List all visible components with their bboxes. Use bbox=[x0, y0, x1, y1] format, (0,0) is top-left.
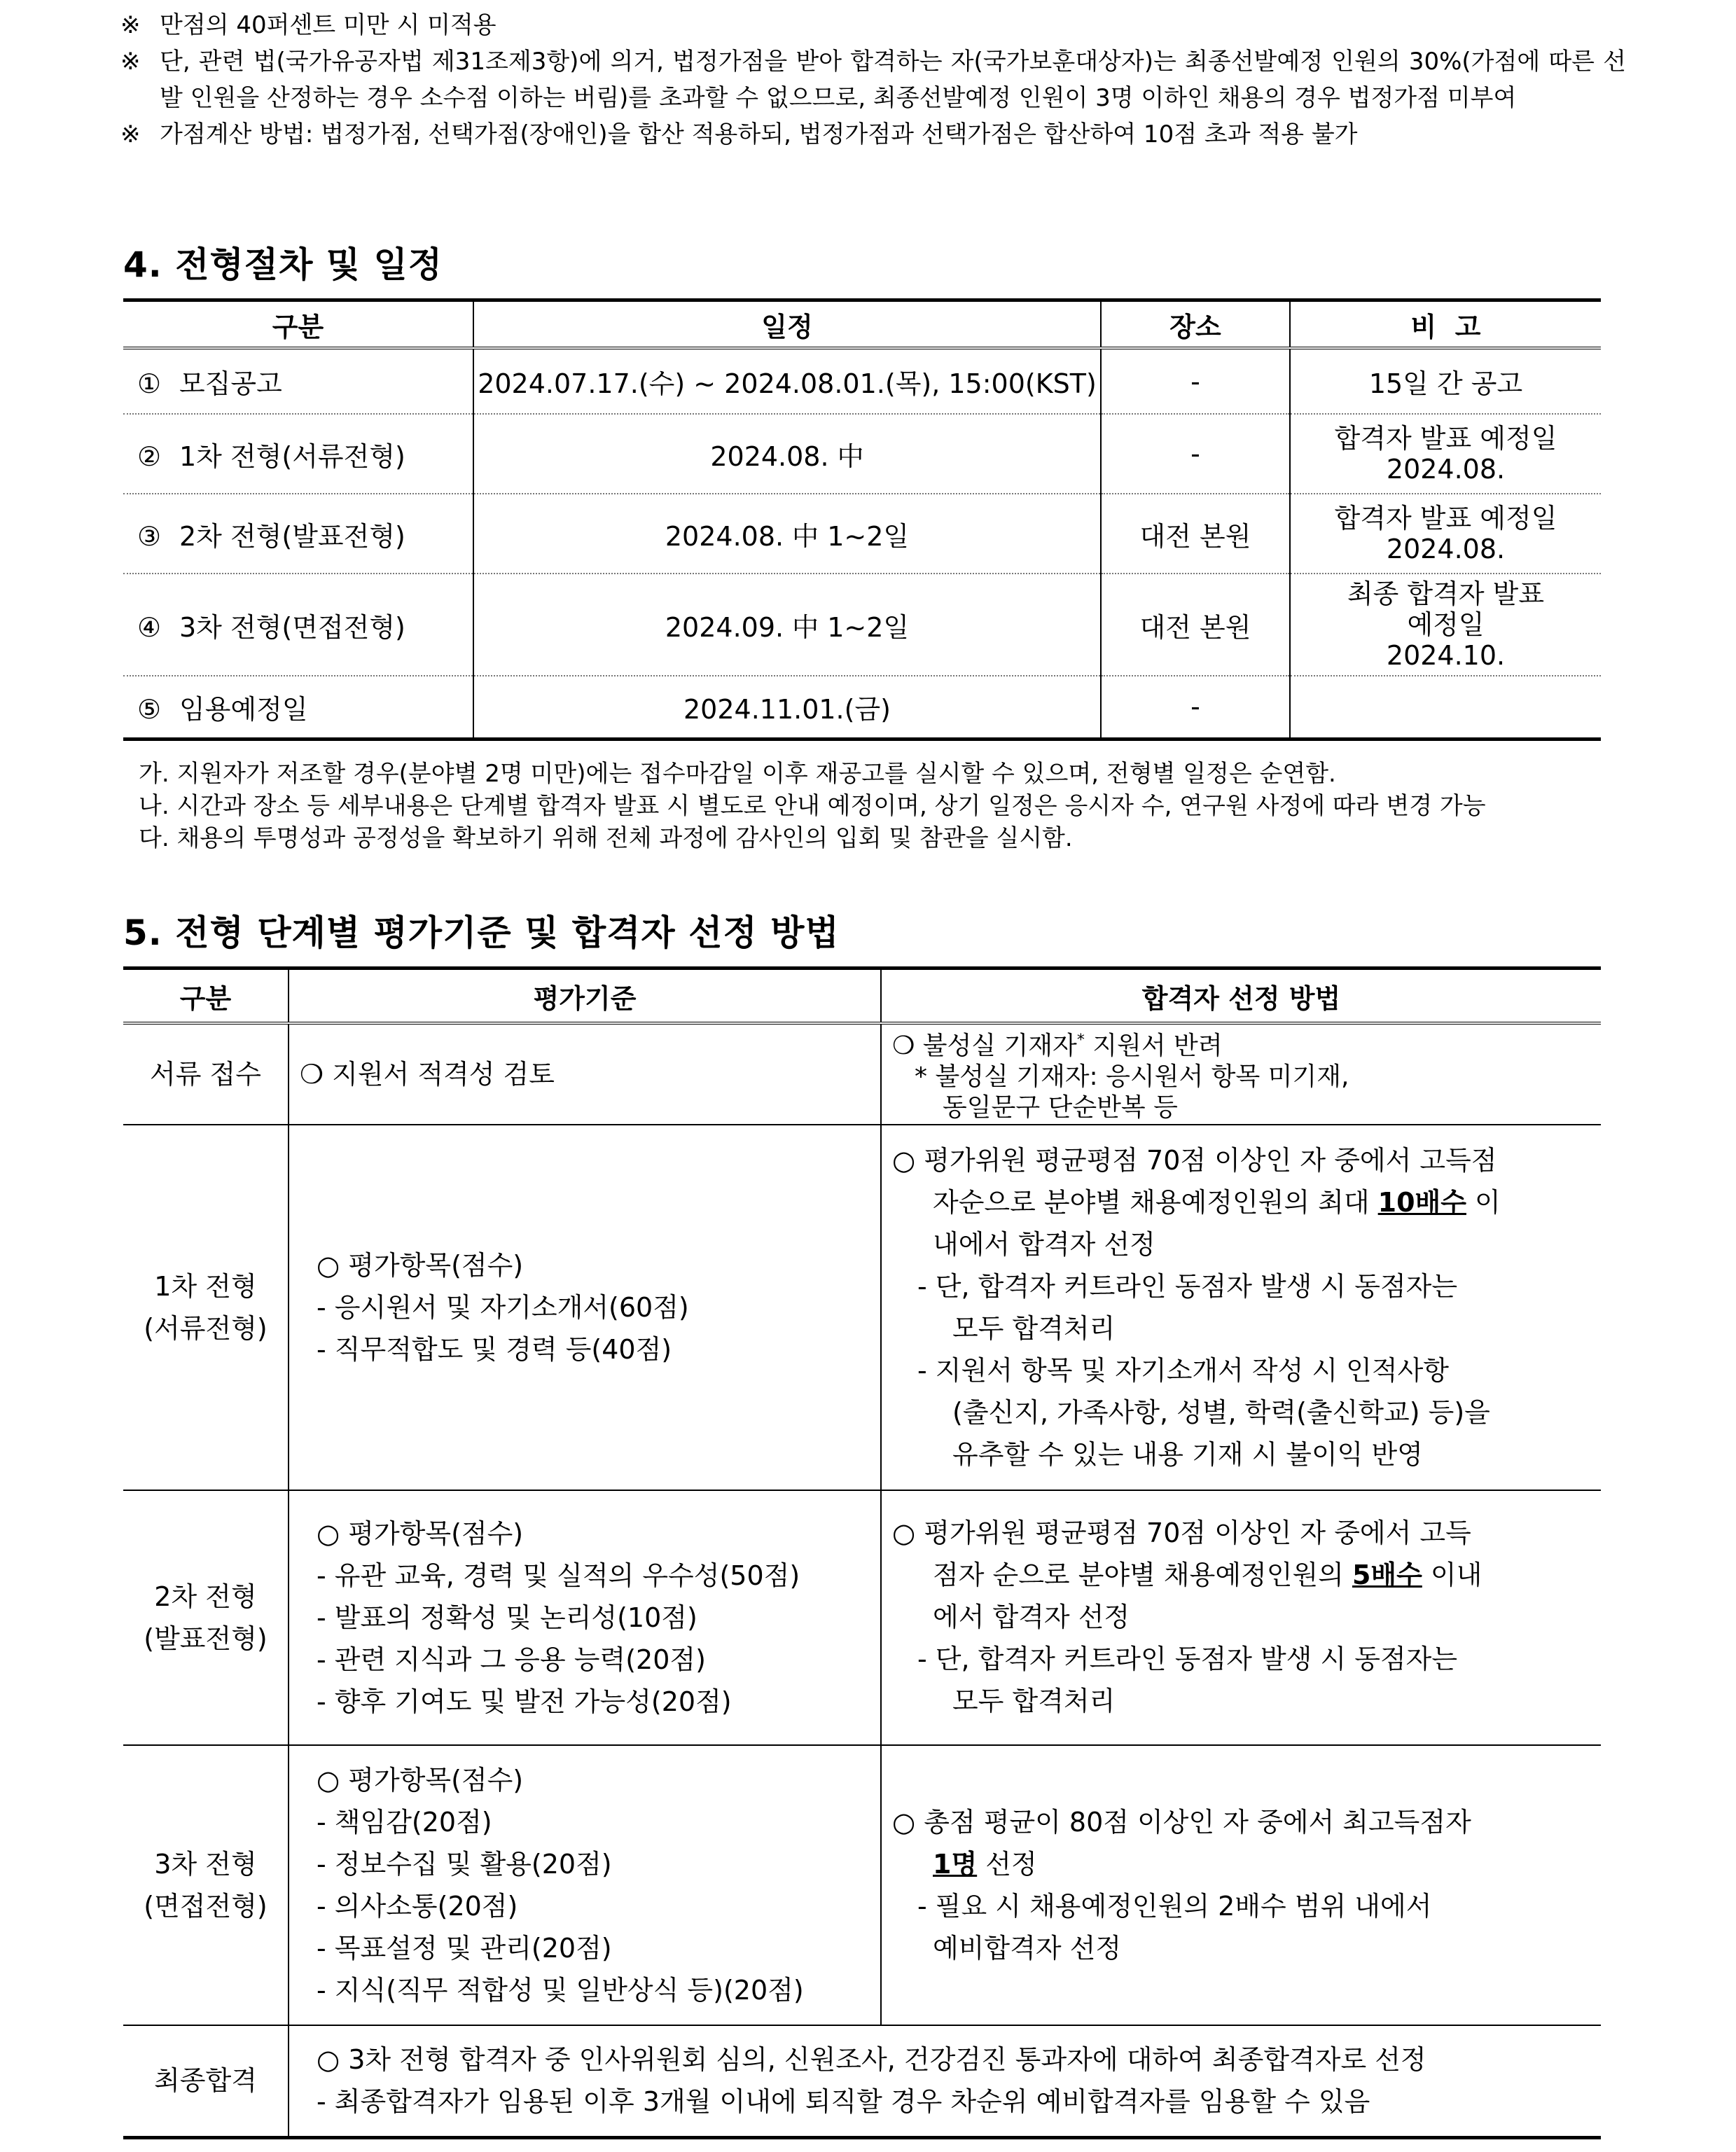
footnote: 가. 지원자가 저조할 경우(분야별 2명 미만)에는 접수마감일 이후 재공고를 실시할 수 있으며, 전형별 일정은 순연함. bbox=[139, 760, 1336, 788]
table-row bbox=[123, 676, 1601, 739]
table-row bbox=[123, 574, 1601, 676]
table-header-row bbox=[123, 969, 1601, 1024]
step-note: 최종 합격자 발표 예정일 2024.10. bbox=[1290, 574, 1601, 676]
evaluation-table bbox=[123, 966, 1601, 2139]
header-schedule: 일정 bbox=[473, 300, 1101, 349]
step-place: - bbox=[1101, 676, 1290, 739]
schedule-table bbox=[123, 298, 1601, 741]
note-text: 만점의 40퍼센트 미만 시 미적용 bbox=[160, 11, 497, 39]
note-text: 단, 관련 법(국가유공자법 제31조제3항)에 의거, 법정가점을 받아 합격하는 자(국가보훈대상자)는 최종선발예정 인원의 30%(가점에 따른 선발 인원을 산정하는 경우 소수점 이하는 버림)를 초과할 수 없으므로, 최종선발예정 인원이 3명 이하인 채용의 경우 법정가점 미부여 bbox=[160, 48, 1626, 112]
step-date: 2024.07.17.(수) ~ 2024.08.01.(목), 15:00(KST) bbox=[473, 348, 1101, 414]
step-date: 2024.08. 中 bbox=[473, 414, 1101, 494]
method-cell: ○ 평가위원 평균평점 70점 이상인 자 중에서 고득 점자 순으로 분야별 채용예정인원의 5배수 이내 에서 합격자 선정 - 단, 합격자 커트라인 동점자 발생 시 동점자는 모두 합격처리 bbox=[881, 1490, 1601, 1745]
criteria-cell: ○ 평가항목(점수) - 책임감(20점) - 정보수집 및 활용(20점) - 의사소통(20점) - 목표설정 및 관리(20점) - 지식(직무 적합성 및 일반상식 등)(20점) bbox=[289, 1745, 881, 2025]
header-method: 합격자 선정 방법 bbox=[881, 969, 1601, 1024]
footnote: 나. 시간과 장소 등 세부내용은 단계별 합격자 발표 시 별도로 안내 예정이며, 상기 일정은 응시자 수, 연구원 사정에 따라 변경 가능 bbox=[139, 792, 1486, 820]
step-date: 2024.08. 中 1~2일 bbox=[473, 494, 1101, 574]
step-date: 2024.11.01.(금) bbox=[473, 676, 1101, 739]
table-row bbox=[123, 348, 1601, 414]
note-mark: ※ bbox=[120, 48, 141, 76]
table-row bbox=[123, 2025, 1601, 2137]
table-row bbox=[123, 1490, 1601, 1745]
step-place: 대전 본원 bbox=[1101, 494, 1290, 574]
step-name: ④ 3차 전형(면접전형) bbox=[123, 574, 473, 676]
note-item bbox=[120, 43, 1626, 116]
step-name: ① 모집공고 bbox=[123, 348, 473, 414]
step-date: 2024.09. 中 1~2일 bbox=[473, 574, 1101, 676]
table-header-row bbox=[123, 300, 1601, 349]
final-cell: ○ 3차 전형 합격자 중 인사위원회 심의, 신원조사, 건강검진 통과자에 대하여 최종합격자로 선정 - 최종합격자가 임용된 이후 3개월 이내에 퇴직할 경우 차순위 예비합격자를 임용할 수 있음 bbox=[289, 2025, 1601, 2137]
method-cell: ❍ 불성실 기재자* 지원서 반려 * 불성실 기재자: 응시원서 항목 미기재, 동일문구 단순반복 등 bbox=[881, 1023, 1601, 1125]
footnote: 다. 채용의 투명성과 공정성을 확보하기 위해 전체 과정에 감사인의 입회 및 참관을 실시함. bbox=[139, 824, 1073, 852]
note-item bbox=[120, 116, 1626, 153]
method-cell: ○ 평가위원 평균평점 70점 이상인 자 중에서 고득점 자순으로 분야별 채용예정인원의 최대 10배수 이 내에서 합격자 선정 - 단, 합격자 커트라인 동점자 발생 시 동점자는 모두 합격처리 - 지원서 항목 및 자기소개서 작성 시 인적사항 (출신지, 가족사항, 성별, 학력(출신학교) 등)을 유추할 수 있는 내용 기재 시 불이익 반영 bbox=[881, 1125, 1601, 1490]
table-row bbox=[123, 1023, 1601, 1125]
criteria-cell: ○ 평가항목(점수) - 응시원서 및 자기소개서(60점) - 직무적합도 및 경력 등(40점) bbox=[289, 1125, 881, 1490]
note-mark: ※ bbox=[120, 11, 141, 39]
section4-title: 4. 전형절차 및 일정 bbox=[123, 244, 443, 285]
header-remark: 비 고 bbox=[1290, 300, 1601, 349]
step-name: ③ 2차 전형(발표전형) bbox=[123, 494, 473, 574]
step-name: ② 1차 전형(서류전형) bbox=[123, 414, 473, 494]
row-label: 서류 접수 bbox=[123, 1023, 289, 1125]
section5-title: 5. 전형 단계별 평가기준 및 합격자 선정 방법 bbox=[123, 912, 840, 953]
step-place: - bbox=[1101, 414, 1290, 494]
step-note bbox=[1290, 676, 1601, 739]
row-label: 1차 전형 (서류전형) bbox=[123, 1125, 289, 1490]
header-category: 구분 bbox=[123, 969, 289, 1024]
step-note: 합격자 발표 예정일 2024.08. bbox=[1290, 494, 1601, 574]
header-category: 구분 bbox=[123, 300, 473, 349]
row-label: 3차 전형 (면접전형) bbox=[123, 1745, 289, 2025]
step-place: 대전 본원 bbox=[1101, 574, 1290, 676]
table-row bbox=[123, 1745, 1601, 2025]
method-cell: ○ 총점 평균이 80점 이상인 자 중에서 최고득점자 1명 선정 - 필요 시 채용예정인원의 2배수 범위 내에서 예비합격자 선정 bbox=[881, 1745, 1601, 2025]
row-label: 2차 전형 (발표전형) bbox=[123, 1490, 289, 1745]
note-mark: ※ bbox=[120, 120, 141, 148]
notes-block bbox=[120, 7, 1626, 153]
header-place: 장소 bbox=[1101, 300, 1290, 349]
criteria-cell: ○ 평가항목(점수) - 유관 교육, 경력 및 실적의 우수성(50점) - 발표의 정확성 및 논리성(10점) - 관련 지식과 그 응용 능력(20점) - 향후 기여도 및 발전 가능성(20점) bbox=[289, 1490, 881, 1745]
table-row bbox=[123, 494, 1601, 574]
step-note: 15일 간 공고 bbox=[1290, 348, 1601, 414]
step-place: - bbox=[1101, 348, 1290, 414]
table-row bbox=[123, 414, 1601, 494]
step-note: 합격자 발표 예정일 2024.08. bbox=[1290, 414, 1601, 494]
note-item bbox=[120, 7, 1626, 43]
header-criteria: 평가기준 bbox=[289, 969, 881, 1024]
row-label: 최종합격 bbox=[123, 2025, 289, 2137]
criteria-cell: ❍ 지원서 적격성 검토 bbox=[289, 1023, 881, 1125]
table-row bbox=[123, 1125, 1601, 1490]
step-name: ⑤ 임용예정일 bbox=[123, 676, 473, 739]
schedule-footnotes bbox=[139, 758, 1486, 854]
note-text: 가점계산 방법: 법정가점, 선택가점(장애인)을 합산 적용하되, 법정가점과 선택가점은 합산하여 10점 초과 적용 불가 bbox=[160, 120, 1358, 148]
